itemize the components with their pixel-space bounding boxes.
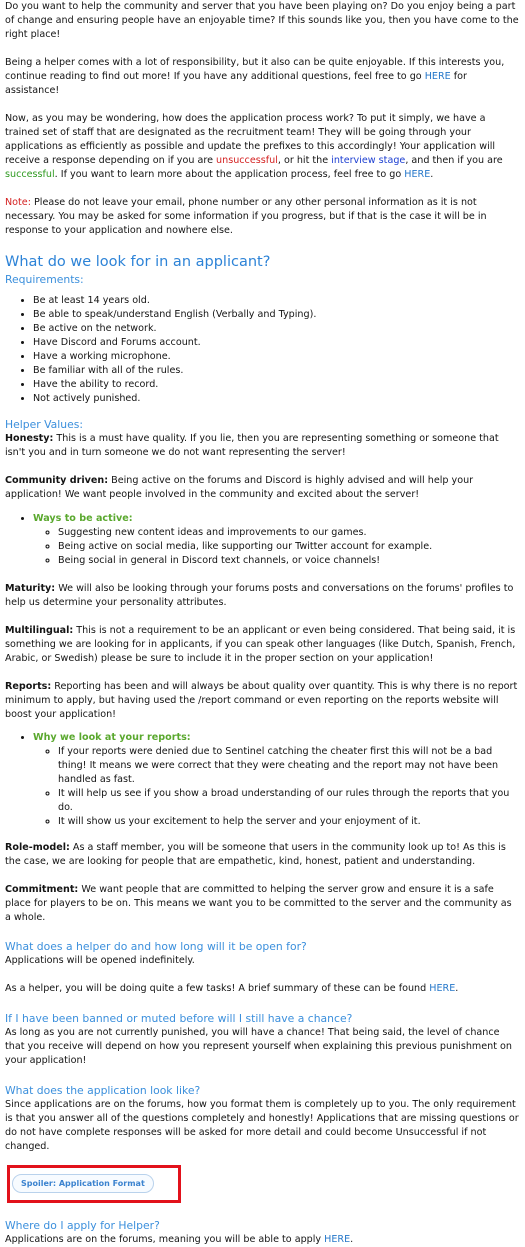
list-item: • Have Discord and Forums account. [33, 336, 520, 350]
role-model-paragraph: Role-model: As a staff member, you will be someone that users in the community look up to! As this is the case, we are looking for people that are empathetic, kind, honest, patient and understanding. [5, 842, 506, 867]
apply-text: Applications are on the forums, meaning you will be able to apply HERE. [5, 1234, 354, 1245]
requirements-list [5, 294, 520, 406]
list-item: ◦ Being social in general in Discord text channels, or voice channels! [58, 554, 520, 568]
application-heading: What does the application look like? [5, 1084, 201, 1097]
helper-tasks-paragraph: As a helper, you will be doing quite a few tasks! A brief summary of these can be found HERE. [5, 983, 459, 994]
requirements-heading: Requirements: [5, 273, 84, 286]
banned-text: As long as you are not currently punished, you will have a chance! That being said, the level of chance that you receive will depend on how you represent yourself when explaining this previous punishment on your application! [5, 1027, 512, 1066]
spoiler-button[interactable]: Spoiler: Application Format [12, 1174, 154, 1193]
banned-heading: If I have been banned or muted before will I still have a chance? [5, 1012, 353, 1025]
list-item: • Be able to speak/understand English (Verbally and Typing). [33, 308, 520, 322]
spoiler-highlight [7, 1165, 181, 1203]
assistance-link[interactable]: HERE [424, 71, 451, 82]
list-item: • Why we look at your reports: ◦ If your reports were denied due to Sentinel catching the cheater first this will not be a bad thing! It means we were correct that they were cheating and the report may not have been handled as fast. ◦ It will help us see if you show a broad understanding of our rules through the reports that you do. ◦ It will show us your excitement to help the server and your enjoyment of it. [33, 731, 520, 829]
community-paragraph: Community driven: Being active on the forums and Discord is highly advised and will help your application! We want people involved in the community and excited about the server! [5, 475, 474, 500]
list-item: ◦ If your reports were denied due to Sentinel catching the cheater first this will not be a bad thing! It means we were correct that they were cheating and the report may not have been handled as fast. [58, 745, 520, 787]
maturity-paragraph: Maturity: We will also be looking through your forums posts and conversations on the forums' profiles to help us determine your personality attributes. [5, 583, 514, 608]
intro-paragraph-2: Being a helper comes with a lot of responsibility, but it also can be quite enjoyable. If this interests you, continue reading to find out more! If you have any additional questions, feel free to go HERE for assistance! [5, 57, 505, 96]
list-item: • Have a working microphone. [33, 350, 520, 364]
unsuccessful-text: unsuccessful [216, 155, 278, 166]
multilingual-paragraph: Multilingual: This is not a requirement to be an applicant or even being considered. That being said, it is something we are looking for in applicants, if you can speak other languages (like Dutch, Spanish, French, Arabic, or Swedish) please be sure to include it in the proper section on your application! [5, 625, 516, 664]
helper-do-text: Applications will be opened indefinitely. [5, 955, 195, 966]
note-label: Note: [5, 197, 31, 208]
list-item: • Ways to be active: ◦ Suggesting new content ideas and improvements to our games. ◦ Being active on social media, like supporting our Twitter account for example. ◦ Being social in general in Discord text channels, or voice channels! [33, 512, 520, 568]
intro-paragraph-3: Now, as you may be wondering, how does the application process work? To put it simply, we have a trained set of staff that are designated as the recruitment team! They will be going through your applications as efficiently as possible and update the prefixes to this accordingly! Your application will receive a response depending on if you are unsuccessful, or hit the interview stage, and then if you are successful. If you want to learn more about the application process, feel free to go HERE. [5, 113, 503, 180]
commitment-paragraph: Commitment: We want people that are committed to helping the server grow and ensure it is a safe place for players to be on. This means we want you to be committed to the server and the community as a whole. [5, 884, 512, 923]
reports-paragraph: Reports: Reporting has been and will always be about quality over quantity. This is why there is no report minimum to apply, but having used the /report command or even reporting on the reports website will boost your application! [5, 681, 518, 720]
interview-stage-text: interview stage [331, 155, 406, 166]
application-process-link[interactable]: HERE [404, 169, 431, 180]
honesty-paragraph: Honesty: This is a must have quality. If you lie, then you are representing something or someone that isn't you and in turn someone we do not want representing the server! [5, 433, 499, 458]
list-item: ◦ It will help us see if you show a broad understanding of our rules through the reports that you do. [58, 787, 520, 815]
intro-paragraph-1: Do you want to help the community and server that you have been playing on? Do you enjoy being a part of change and ensuring people have an enjoyable time? If this sounds like you, then you have come to the right place! [5, 1, 519, 40]
note-paragraph: Note: Please do not leave your email, phone number or any other personal information as it is not necessary. You may be asked for some information if you progress, but if that is the case it will be in response to your application and nowhere else. [5, 197, 487, 236]
ways-sublist [33, 526, 520, 568]
reports-sublist [33, 745, 520, 829]
reports-list [5, 731, 520, 829]
list-item: ◦ It will show us your excitement to help the server and your enjoyment of it. [58, 815, 520, 829]
tasks-link[interactable]: HERE [429, 983, 456, 994]
application-text: Since applications are on the forums, how you format them is completely up to you. The only requirement is that you answer all of the questions completely and honestly! Applications that are missing questions or do not have complete responses will be asked for more detail and could become Unsuccessful if not changed. [5, 1099, 519, 1152]
list-item: • Be active on the network. [33, 322, 520, 336]
apply-link[interactable]: HERE [324, 1234, 351, 1245]
list-item: • Be at least 14 years old. [33, 294, 520, 308]
apply-heading: Where do I apply for Helper? [5, 1219, 160, 1232]
look-for-heading: What do we look for in an applicant? [5, 254, 271, 270]
successful-text: successful [5, 169, 55, 180]
helper-values-heading: Helper Values: [5, 418, 84, 431]
list-item: ◦ Being active on social media, like supporting our Twitter account for example. [58, 540, 520, 554]
helper-do-heading: What does a helper do and how long will it be open for? [5, 940, 307, 953]
list-item: • Have the ability to record. [33, 378, 520, 392]
list-item: • Be familiar with all of the rules. [33, 364, 520, 378]
list-item: ◦ Suggesting new content ideas and improvements to our games. [58, 526, 520, 540]
ways-list [5, 512, 520, 568]
list-item: • Not actively punished. [33, 392, 520, 406]
